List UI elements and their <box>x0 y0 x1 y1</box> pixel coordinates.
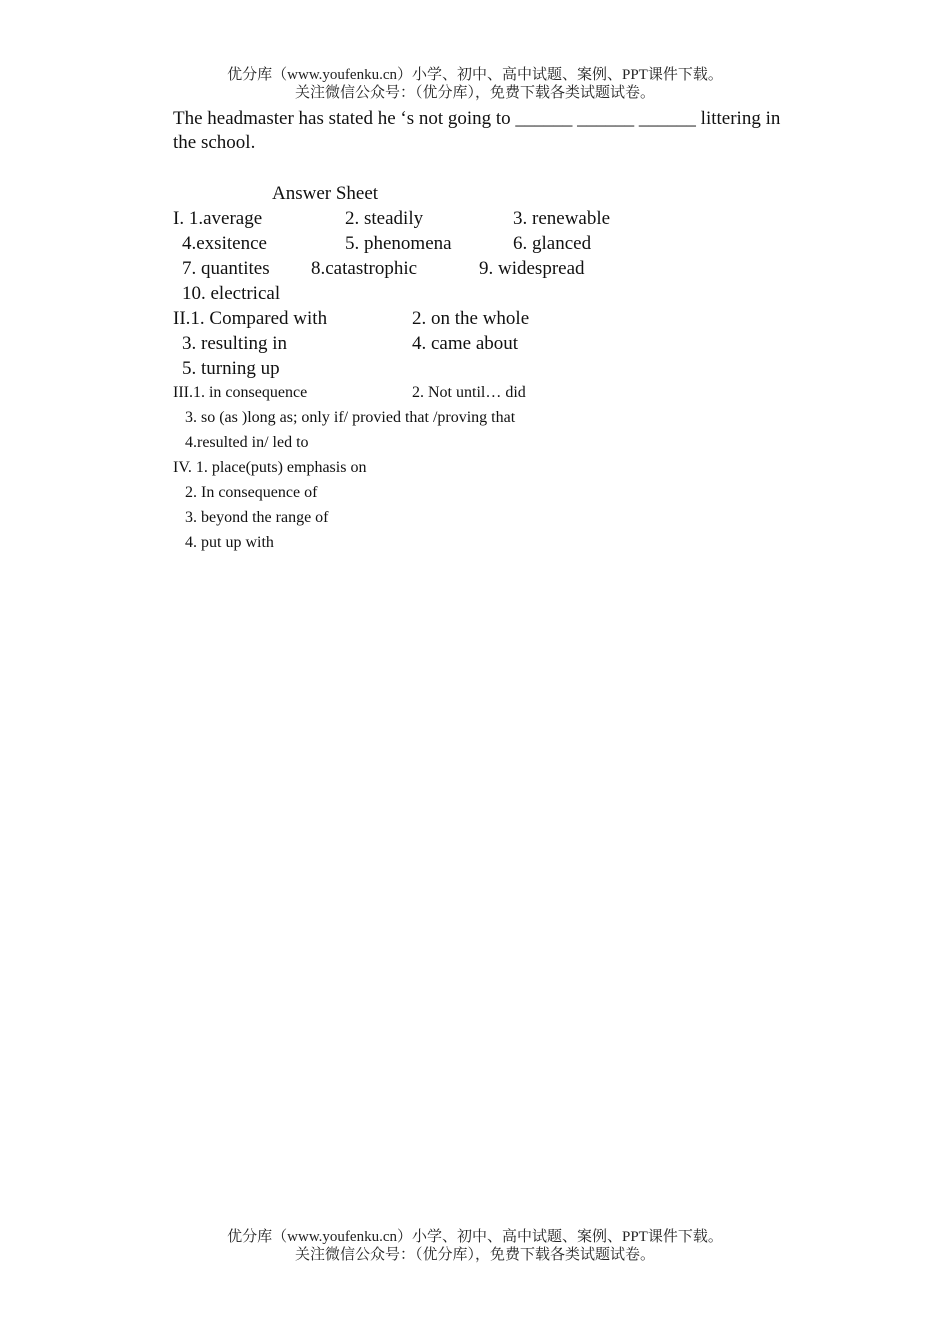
header-line-2: 关注微信公众号：（优分库），免费下载各类试题试卷。 <box>294 85 655 101</box>
answer-item: 4. came about <box>412 333 519 354</box>
answer-item: 9. widespread <box>479 258 585 279</box>
page-header <box>0 66 950 102</box>
question-line-1: The headmaster has stated he ‘s not going to ______ ______ ______ littering in <box>173 108 781 129</box>
header-line-1: 优分库（www.youfenku.cn）小学、初中、高中试题、案例、PPT课件下载。 <box>227 67 723 83</box>
answer-item: 4.resulted in/ led to <box>185 434 309 451</box>
answer-item: 3. resulting in <box>182 333 288 354</box>
answer-item: 2. In consequence of <box>185 484 318 501</box>
answer-item: 6. glanced <box>513 233 592 254</box>
answer-item: 4.exsitence <box>182 233 267 254</box>
answer-item: III.1. in consequence <box>173 384 308 401</box>
answer-item: 3. beyond the range of <box>185 509 329 526</box>
answer-item: 4. put up with <box>185 534 274 551</box>
answer-sheet-title: Answer Sheet <box>272 183 379 204</box>
answer-item: 10. electrical <box>182 283 281 304</box>
answer-item: 2. on the whole <box>412 308 530 329</box>
answer-item: 2. steadily <box>345 208 424 229</box>
answer-item: II.1. Compared with <box>173 308 328 329</box>
question-line-2: the school. <box>173 132 256 153</box>
answer-item: 8.catastrophic <box>311 258 418 279</box>
answer-item: 5. phenomena <box>345 233 452 254</box>
answer-item: 3. so (as )long as; only if/ provied that /proving that <box>185 409 516 426</box>
answer-item: 7. quantites <box>182 258 270 279</box>
footer-line-2: 关注微信公众号：（优分库），免费下载各类试题试卷。 <box>294 1247 655 1263</box>
answer-item: 3. renewable <box>513 208 611 229</box>
answer-item: I. 1.average <box>173 208 263 229</box>
answer-item: 2. Not until… did <box>412 384 526 401</box>
page-footer <box>0 1228 950 1264</box>
footer-line-1: 优分库（www.youfenku.cn）小学、初中、高中试题、案例、PPT课件下载。 <box>227 1229 723 1245</box>
answer-item: IV. 1. place(puts) emphasis on <box>173 459 367 476</box>
fill-in-question <box>173 107 806 155</box>
answer-item: 5. turning up <box>182 358 280 379</box>
